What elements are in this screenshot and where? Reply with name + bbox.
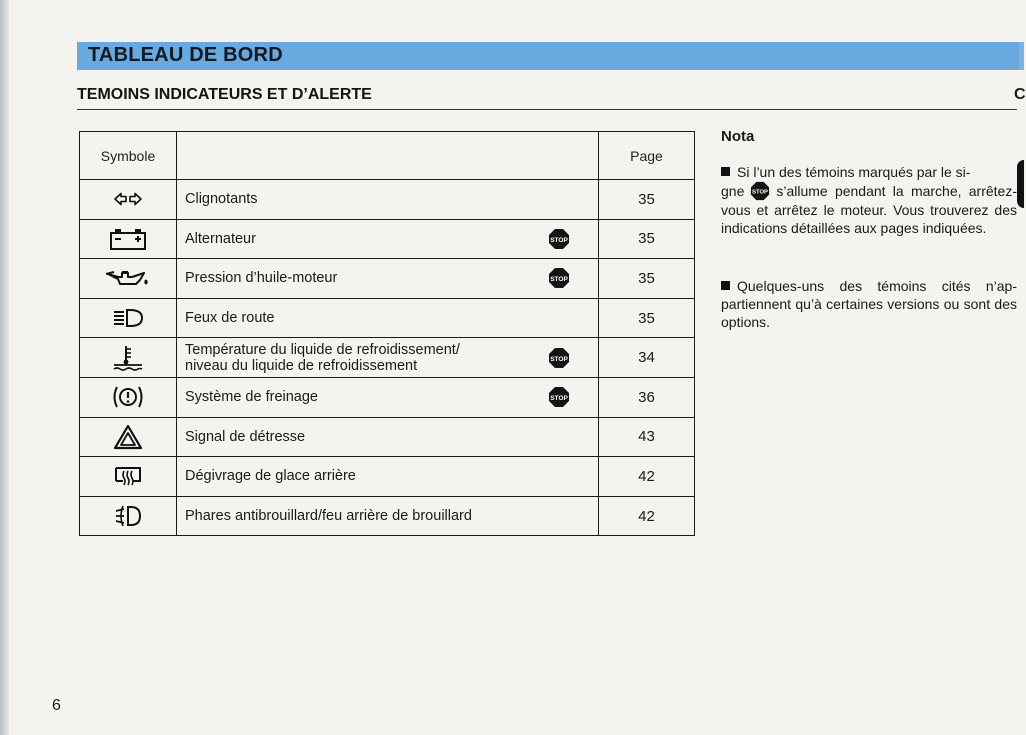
oil-can-icon	[104, 268, 152, 288]
warning-lights-table	[79, 131, 695, 536]
stop-icon	[548, 267, 570, 289]
page-cell: 43	[599, 417, 695, 457]
page-cell: 35	[599, 259, 695, 299]
page-number: 6	[52, 697, 61, 714]
table-row	[80, 377, 695, 417]
fog-light-icon	[113, 503, 143, 529]
symbol-cell	[80, 259, 177, 299]
symbol-cell	[80, 338, 177, 378]
row-label: Dégivrage de glace arrière	[185, 468, 356, 485]
description-cell	[177, 219, 599, 259]
symbol-cell	[80, 180, 177, 220]
description-cell	[177, 338, 599, 378]
description-cell	[177, 259, 599, 299]
subtitle-rule	[77, 109, 1017, 110]
row-label: Pression d’huile-moteur	[185, 270, 338, 287]
description-cell	[177, 457, 599, 497]
nota-text: Quelques-uns des témoins cités n’ap-partiennent qu’à certaines versions ou sont des options.	[721, 278, 1017, 330]
symbol-cell	[80, 457, 177, 497]
table-row	[80, 219, 695, 259]
table-row	[80, 417, 695, 457]
row-label: Système de freinage	[185, 389, 318, 406]
hazard-triangle-icon	[113, 424, 143, 450]
stop-icon	[548, 386, 570, 408]
symbol-cell	[80, 377, 177, 417]
table-row	[80, 338, 695, 378]
nota-text: Si l’un des témoins marqués par le si-	[737, 164, 971, 180]
description-cell	[177, 180, 599, 220]
description-cell	[177, 496, 599, 536]
page-cell: 35	[599, 180, 695, 220]
row-label: Signal de détresse	[185, 428, 306, 445]
nota-text: arrêtez-vous et arrêtez le moteur. Vous trouverez des indications détaillées aux pages indiquées.	[721, 183, 1017, 236]
stop-icon	[548, 228, 570, 250]
section-title: TABLEAU DE BORD	[88, 44, 283, 66]
cropped-edge-letter: C	[1014, 86, 1026, 103]
header-symbol: Symbole	[80, 132, 177, 180]
table-row	[80, 298, 695, 338]
table-row	[80, 496, 695, 536]
binding-edge	[0, 0, 9, 735]
stop-icon-text: STOP	[550, 276, 568, 284]
description-cell	[177, 417, 599, 457]
row-label: Feux de route	[185, 310, 275, 327]
page-cell: 42	[599, 457, 695, 497]
page-edge-tab	[1017, 160, 1024, 208]
row-label: Phares antibrouillard/feu arrière de brouillard	[185, 508, 472, 525]
stop-icon	[750, 181, 770, 201]
stop-icon-text: STOP	[550, 395, 568, 403]
symbol-cell	[80, 417, 177, 457]
page-cell: 42	[599, 496, 695, 536]
bullet-square-icon	[721, 281, 730, 290]
subsection-title: TEMOINS INDICATEURS ET D’ALERTE	[77, 86, 372, 103]
table-header-row	[80, 132, 695, 180]
table-row	[80, 259, 695, 299]
bullet-square-icon	[721, 167, 730, 176]
stop-icon-text: STOP	[550, 355, 568, 363]
table-row	[80, 457, 695, 497]
page-edge-color-strip	[1019, 42, 1024, 70]
stop-icon-text: STOP	[752, 189, 769, 196]
high-beam-icon	[112, 308, 144, 328]
table-row	[80, 180, 695, 220]
stop-icon-text: STOP	[550, 236, 568, 244]
turn-signal-arrows-icon	[113, 192, 143, 206]
nota-paragraph-2	[721, 277, 1017, 331]
nota-paragraph-1	[721, 163, 1017, 237]
page-cell: 36	[599, 377, 695, 417]
symbol-cell	[80, 298, 177, 338]
row-label: Température du liquide de refroidissement/	[185, 341, 460, 358]
stop-icon	[548, 347, 570, 369]
header-page: Page	[599, 132, 695, 180]
symbol-cell	[80, 496, 177, 536]
nota-heading: Nota	[721, 128, 755, 145]
page-cell: 34	[599, 338, 695, 378]
row-label-line2: niveau du liquide de refroidissement	[185, 357, 418, 374]
coolant-temperature-icon	[112, 344, 144, 372]
page-cell: 35	[599, 219, 695, 259]
symbol-cell	[80, 219, 177, 259]
description-cell	[177, 377, 599, 417]
brake-warning-icon	[111, 383, 145, 411]
nota-text: gne	[721, 183, 745, 199]
rear-defrost-icon	[113, 465, 143, 487]
nota-text: s’allume pendant la marche,	[776, 183, 962, 199]
row-label: Alternateur	[185, 230, 256, 247]
page-cell: 35	[599, 298, 695, 338]
battery-icon	[109, 227, 147, 251]
description-cell	[177, 298, 599, 338]
row-label: Clignotants	[185, 191, 258, 208]
header-description	[177, 132, 599, 180]
